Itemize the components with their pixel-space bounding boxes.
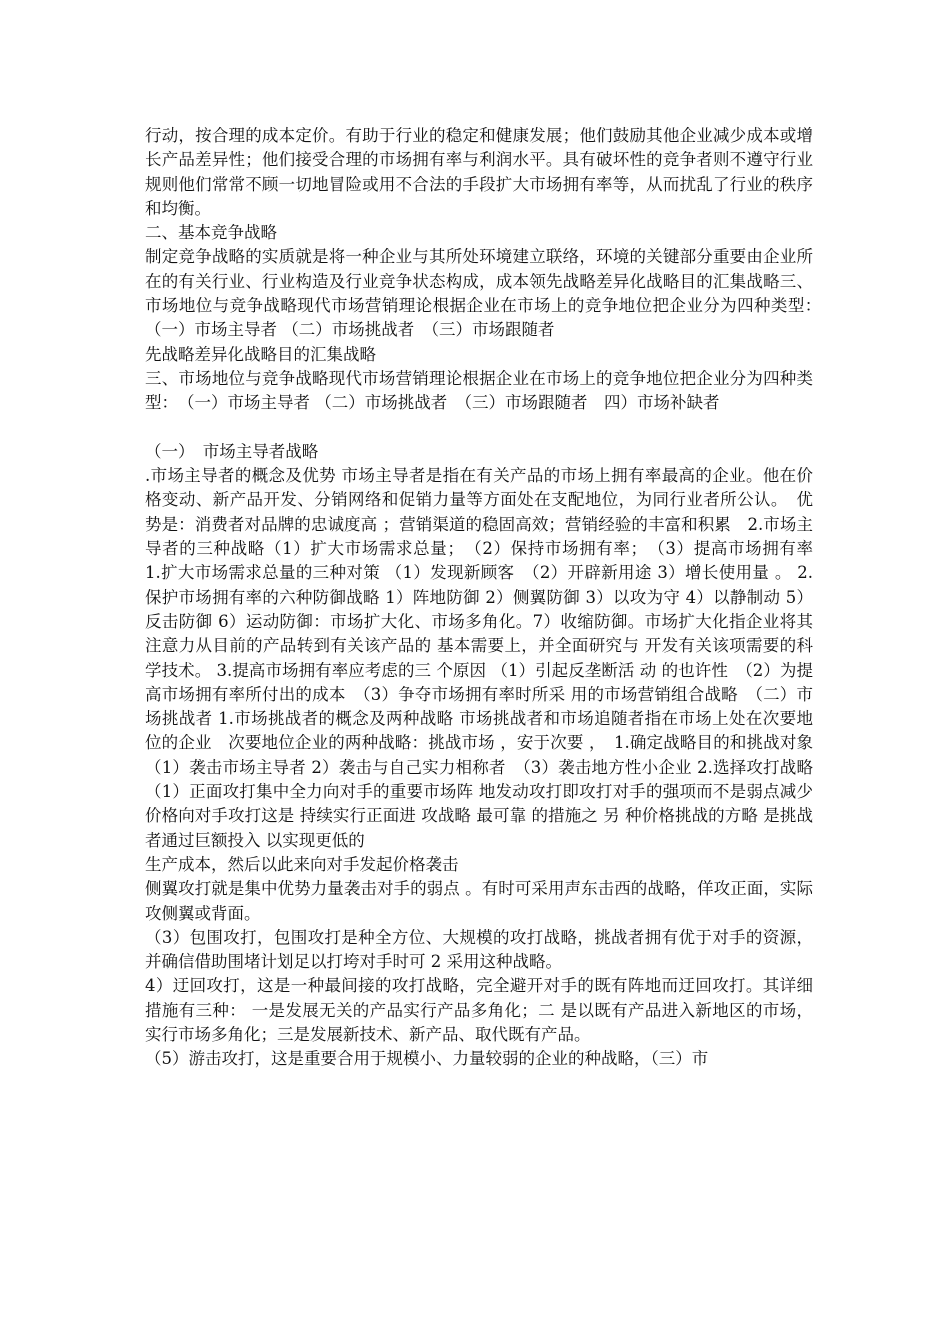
blank-line xyxy=(145,416,813,440)
paragraph-market-position-types: 三、市场地位与竞争战略现代市场营销理论根据企业在市场上的竞争地位把企业分为四种类型： （一）市场主导者 （二）市场挑战者 （三）市场跟随者 四）市场补缺者 xyxy=(145,368,813,413)
paragraph-production-cost: 生产成本，然后以此来向对手发起价格袭击 xyxy=(145,854,459,874)
paragraph-bypass-attack: 4）迂回攻打，这是一种最间接的攻打战略，完全避开对手的既有阵地而迂回攻打。其详细措施有三种： 一是发展无关的产品实行产品多角化；二 是以既有产品进入新地区的市场，实行市场多角化；三是发展新技术、新产品、取代既有产品。 xyxy=(145,976,813,1044)
heading-market-leader-strategy: （一） 市场主导者战略 xyxy=(145,441,319,461)
paragraph-encirclement-attack: （3）包围攻打，包围攻打是种全方位、大规模的攻打战略，挑战者拥有优于对手的资源，并确信借助围堵计划足以打垮对手时可 2 采用这种战略。 xyxy=(145,927,813,972)
paragraph-competitor-behavior: 行动，按合理的成本定价。有助于行业的稳定和健康发展；他们鼓励其他企业减少成本或增长产品差异性；他们接受合理的市场拥有率与利润水平。具有破坏性的竞争者则不遵守行业规则他们常常不顾一切地冒险或用不合法的手段扩大市场拥有率等，从而扰乱了行业的秩序和均衡。 xyxy=(145,126,813,218)
paragraph-strategy-fragment: 先战略差异化战略目的汇集战略 xyxy=(145,344,376,364)
paragraph-guerrilla-attack: （5）游击攻打，这是重要合用于规模小、力量较弱的企业的种战略，（三）市 xyxy=(145,1049,709,1069)
document-body xyxy=(145,124,830,1072)
paragraph-strategy-essence: 制定竞争战略的实质就是将一种企业与其所处环境建立联络，环境的关键部分重要由企业所在的有关行业、行业构造及行业竞争状态构成，成本领先战略差异化战略目的汇集战略三、市场地位与竞争战略现代市场营销理论根据企业在市场上的竞争地位把企业分为四种类型： （一）市场主导者 （二）市场挑战者 （三）市场跟随者 xyxy=(145,247,830,340)
heading-basic-competitive-strategy: 二、基本竞争战略 xyxy=(145,223,277,243)
paragraph-flank-attack: 侧翼攻打就是集中优势力量袭击对手的弱点 。有时可采用声东击西的战略，佯攻正面，实际攻侧翼或背面。 xyxy=(145,879,813,923)
paragraph-market-leader-details: .市场主导者的概念及优势 市场主导者是指在有关产品的市场上拥有率最高的企业。他在价格变动、新产品开发、分销网络和促销力量等方面处在支配地位，为同行业者所公认。 优势是：消费者对品牌的忠诚度高 ；营销渠道的稳固高效；营销经验的丰富和积累 2.市场主导者的三种战略（1）扩大市场需求总量； （2）保持市场拥有率； （3）提高市场拥有率 1.扩大市场需求总量的三种对策 （1）发现新顾客 （2）开辟新用途 3）增长使用量 。 2.保护市场拥有率的六种防御战略 1）阵地防御 2）侧翼防御 3）以攻为守 4）以静制动 5）反击防御 6）运动防御：市场扩大化、市场多角化。7）收缩防御。市场扩大化指企业将其注意力从目前的产品转到有关该产品的 基本需要上，并全面研究与 开发有关该项需要的科学技术。 3.提高市场拥有率应考虑的三 个原因 （1）引起反垄断活 动 的也许性 （2）为提高市场拥有率所付出的成本 （3）争夺市场拥有率时所采 用的市场营销组合战略 （二）市场挑战者 1.市场挑战者的概念及两种战略 市场挑战者和市场追随者指在市场上处在次要地位的企业 次要地位企业的两种战略：挑战市场 ，安于次要 ， 1.确定战略目的和挑战对象（1）袭击市场主导者 2）袭击与自己实力相称者 （3）袭击地方性小企业 2.选择攻打战略 （1）正面攻打集中全力向对手的重要市场阵 地发动攻打即攻打对手的强项而不是弱点减少价格向对手攻打这是 持续实行正面进 攻战略 最可靠 的措施之 另 种价格挑战的方略 是挑战者通过巨额投入 以实现更低的 xyxy=(145,466,830,850)
